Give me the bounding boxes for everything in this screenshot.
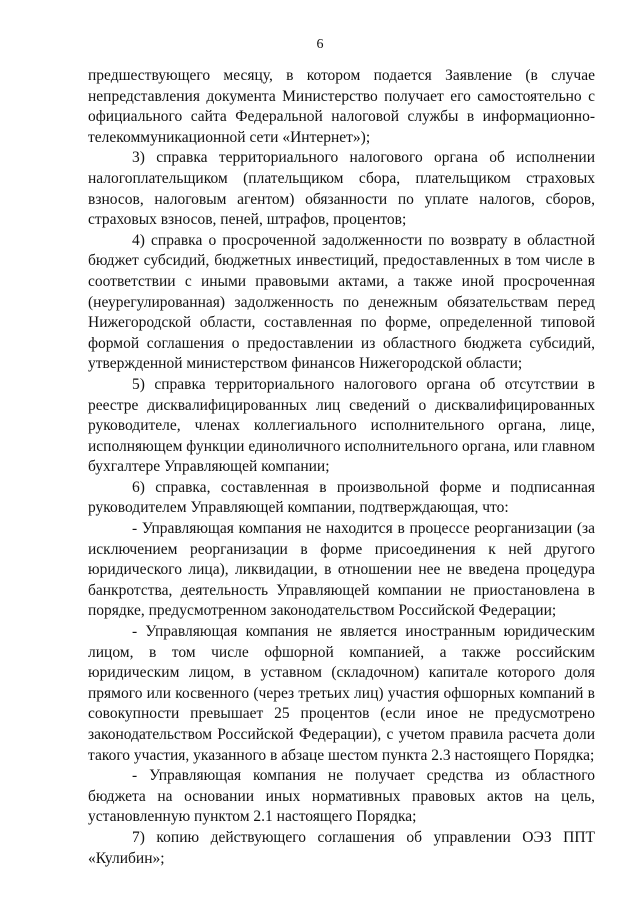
page-number: 6 <box>316 37 324 52</box>
paragraph-item-3: 3) справка территориального налогового органа об исполнении налогоплательщиком (плательщиком сбора, плательщиком страховых взносов, налоговым агентом) обязанности по уплате налогов, сборов, страховых взносов, пеней, штрафов, процентов; <box>88 149 595 229</box>
paragraph-dash-offshore: - Управляющая компания не является иностранным юридическим лицом, в том числе офшорной компанией, а также российским юридическим лицом, в уставном (складочном) капитале которого доля прямого или косвенного (через третьих лиц) участия офшорных компаний в совокупности превышает 25 процентов (если иное не предусмотрено законодательством Российской Федерации), с учетом правила расчета доли такого участия, указанного в абзаце шестом пункта 2.3 настоящего Порядка; <box>88 623 595 764</box>
paragraph-dash-reorganization: - Управляющая компания не находится в процессе реорганизации (за исключением реорганизации в форме присоединения к ней другого юридического лица), ликвидации, в отношении нее не введена процедура банкротства, деятельность Управляющей компании не приостановлена в порядке, предусмотренном законодательством Российской Федерации; <box>88 520 595 620</box>
paragraph-continuation: предшествующего месяцу, в котором подается Заявление (в случае непредставления документа Министерство получает его самостоятельно с официального сайта Федеральной налоговой службы в информационно-телекоммуникационной сети «Интернет»); <box>88 67 595 146</box>
paragraph-item-6: 6) справка, составленная в произвольной форме и подписанная руководителем Управляющей компании, подтверждающая, что: <box>88 478 595 517</box>
paragraph-dash-budget: - Управляющая компания не получает средства из областного бюджета на основании иных нормативных правовых актов на цель, установленную пунктом 2.1 настоящего Порядка; <box>88 767 595 826</box>
paragraph-item-7: 7) копию действующего соглашения об управлении ОЭЗ ППТ «Кулибин»; <box>88 828 595 867</box>
paragraph-item-5: 5) справка территориального налогового органа об отсутствии в реестре дисквалифицированных лиц сведений о дисквалифицированных руководителе, членах коллегиального исполнительного органа, лице, исполняющем функции единоличного исполнительного органа, или главном бухгалтере Управляющей компании; <box>88 375 595 476</box>
document-body <box>88 66 595 869</box>
paragraph-item-4: 4) справка о просроченной задолженности по возврату в областной бюджет субсидий, бюджетных инвестиций, предоставленных в том числе в соответствии с иными правовыми актами, а также иной просроченная (неурегулированная) задолженность по денежным обязательствам перед Нижегородской области, составленная по форме, определенной типовой формой соглашения о предоставлении из областного бюджета субсидий, утвержденной министерством финансов Нижегородской области; <box>88 231 595 373</box>
